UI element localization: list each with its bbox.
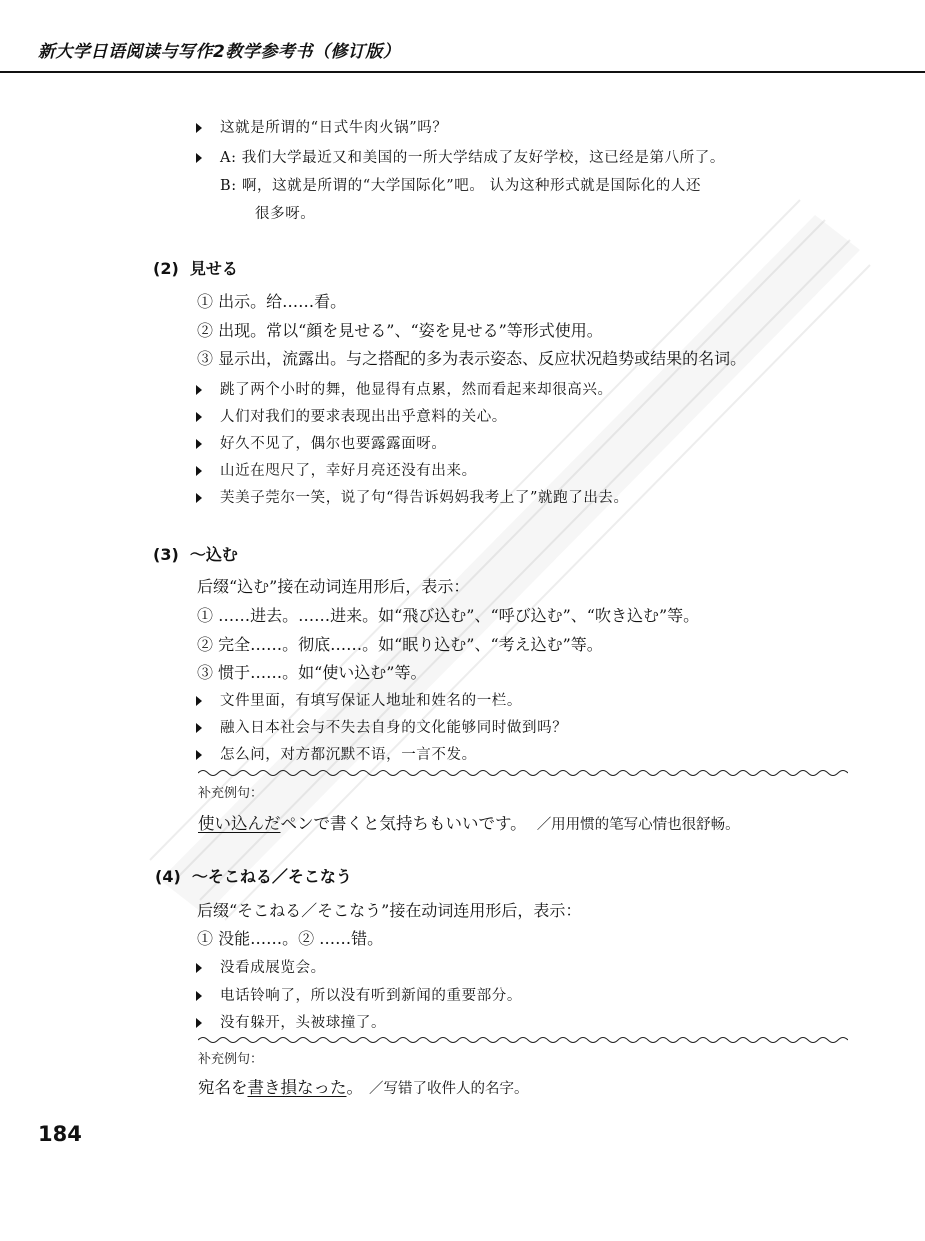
bullet-icon [196,750,202,760]
supplement-sentence: 使い込んだペンで書くと気持ちもいいです。 ／用用惯的笔写心情也很舒畅。 [198,814,740,833]
bullet-icon [196,991,202,1001]
meaning-item: ① 没能……。② ……错。 [197,929,384,948]
supplement-label: 补充例句： [198,786,264,801]
page-number: 184 [38,1122,82,1146]
bullet-icon [196,493,202,503]
section-heading: (3) ～込む [153,545,238,564]
meaning-item: ② 出现。常以“顔を見せる”、“姿を見せる”等形式使用。 [197,321,603,340]
bullet-icon [196,412,202,422]
example-item: 电话铃响了，所以没有听到新闻的重要部分。 [196,984,522,1005]
example-item: 芙美子莞尔一笑，说了句“得告诉妈妈我考上了”就跑了出去。 [196,486,629,507]
example-item: 跳了两个小时的舞，他显得有点累，然而看起来却很高兴。 [196,378,613,399]
page-header [0,0,925,74]
example-item: A: 我们大学最近又和美国的一所大学结成了友好学校，这已经是第八所了。 [196,146,725,167]
section-intro: 后缀“込む”接在动词连用形后，表示： [197,577,470,596]
section-intro: 后缀“そこねる／そこなう”接在动词连用形后，表示： [197,901,582,920]
example-item: 山近在咫尺了，幸好月亮还没有出来。 [196,459,477,480]
section-heading: (2) 見せる [153,259,238,278]
example-dialog-continuation: 很多呀。 [255,206,316,222]
wavy-divider [198,768,848,778]
meaning-item: ① 出示。给……看。 [197,292,347,311]
meaning-item: ③ 惯于……。如“使い込む”等。 [197,663,427,682]
supplement-label: 补充例句： [198,1052,264,1067]
bullet-icon [196,696,202,706]
example-item: 好久不见了，偶尔也要露露面呀。 [196,432,447,453]
example-item: 怎么问，对方都沉默不语，一言不发。 [196,743,477,764]
example-item: 文件里面，有填写保证人地址和姓名的一栏。 [196,689,522,710]
meaning-item: ② 完全……。彻底……。如“眠り込む”、“考え込む”等。 [197,635,603,654]
example-item: 没看成展览会。 [196,956,326,977]
bullet-icon [196,153,202,163]
section-heading: (4) ～そこねる／そこなう [155,867,352,886]
bullet-icon [196,123,202,133]
example-item: 人们对我们的要求表现出出乎意料的关心。 [196,405,507,426]
wavy-divider [198,1035,848,1045]
supplement-sentence: 宛名を書き損なった。 ／写错了收件人的名字。 [198,1078,529,1097]
header-title: 新大学日语阅读与写作2教学参考书（修订版） [38,42,401,62]
meaning-item: ③ 显示出，流露出。与之搭配的多为表示姿态、反应状况趋势或结果的名词。 [197,349,747,368]
example-item: 这就是所谓的“日式牛肉火锅”吗？ [196,116,447,137]
example-item: 没有躲开，头被球撞了。 [196,1011,386,1032]
bullet-icon [196,1018,202,1028]
meaning-item: ① ……进去。……进来。如“飛び込む”、“呼び込む”、“吹き込む”等。 [197,606,700,625]
bullet-icon [196,466,202,476]
bullet-icon [196,439,202,449]
example-dialog-line: B: 啊，这就是所谓的“大学国际化”吧。 认为这种形式就是国际化的人还 [220,178,702,194]
bullet-icon [196,723,202,733]
bullet-icon [196,963,202,973]
bullet-icon [196,385,202,395]
header-rule [0,71,925,73]
example-item: 融入日本社会与不失去自身的文化能够同时做到吗？ [196,716,567,737]
